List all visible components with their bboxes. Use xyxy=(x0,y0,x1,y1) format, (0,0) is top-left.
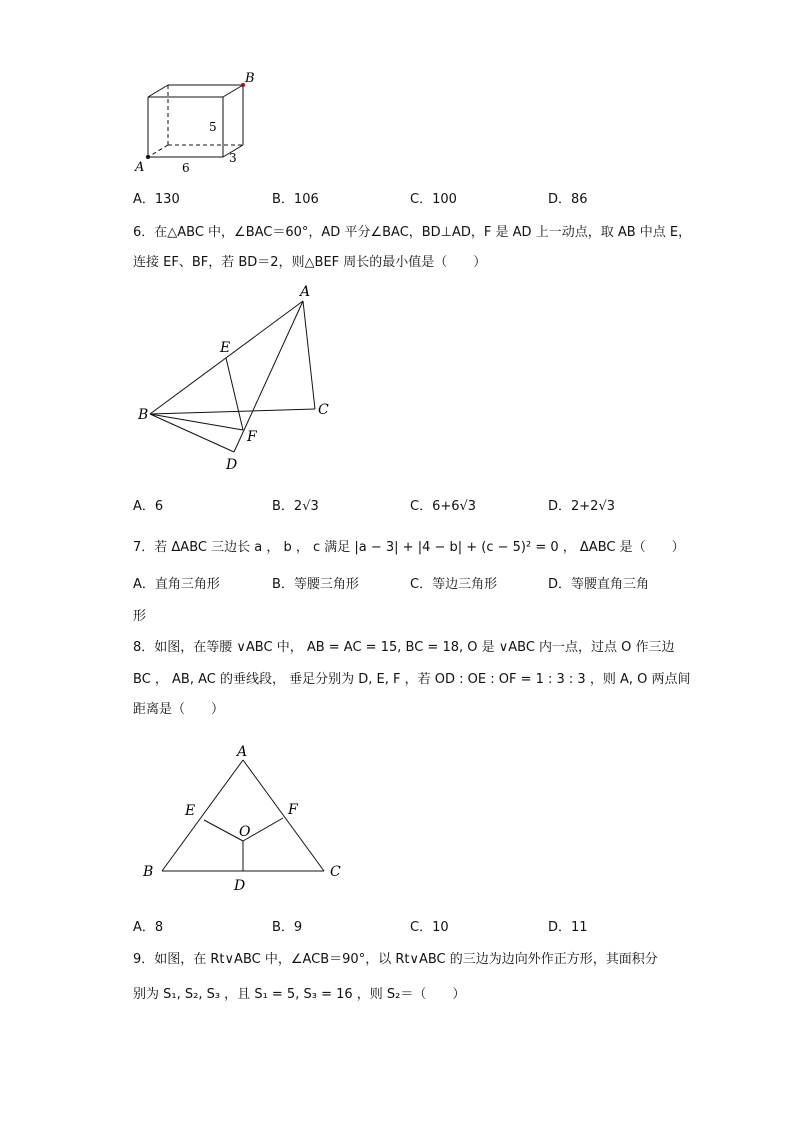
q6-option-b[interactable]: B．2√3 xyxy=(272,499,319,514)
dim-width: 3 xyxy=(229,151,237,165)
label-e: E xyxy=(185,803,196,819)
segment-bf xyxy=(150,414,243,430)
label-b: B xyxy=(138,407,149,423)
q5-option-b[interactable]: B．106 xyxy=(272,192,319,207)
label-b: B xyxy=(143,864,154,880)
q8-triangle-figure xyxy=(135,740,355,900)
q7-option-d[interactable]: D．等腰直角三角 xyxy=(548,577,650,592)
label-b: B xyxy=(245,71,255,86)
label-a: A xyxy=(135,160,145,175)
segment-oe xyxy=(204,820,243,841)
label-c: C xyxy=(330,864,341,880)
label-d: D xyxy=(226,457,238,473)
q8-stem-line1: 8．如图，在等腰 ∨ABC 中， AB = AC = 15, BC = 18, O 是 ∨ABC 内一点，过点 O 作三边 xyxy=(133,640,675,655)
q5-option-a[interactable]: A．130 xyxy=(133,192,180,207)
q6-stem-line1: 6．在△ABC 中，∠BAC＝60°，AD 平分∠BAC，BD⊥AD，F 是 AD 上一动点，取 AB 中点 E， xyxy=(133,225,692,240)
segment-ab xyxy=(162,760,243,871)
label-a: A xyxy=(237,744,248,760)
q7-option-d-wrap: 形 xyxy=(133,609,147,624)
label-f: F xyxy=(288,802,298,818)
label-e: E xyxy=(220,340,231,356)
q8-option-b[interactable]: B．9 xyxy=(272,920,303,935)
q7-option-b[interactable]: B．等腰三角形 xyxy=(272,577,359,592)
q7-option-c[interactable]: C．等边三角形 xyxy=(410,577,498,592)
q6-triangle-figure xyxy=(130,280,350,480)
segment-ab xyxy=(150,301,303,414)
edge xyxy=(223,85,243,97)
hidden-edge xyxy=(148,145,168,157)
q8-stem-line2: BC ， AB, AC 的垂线段， 垂足分别为 D, E, F ，若 OD : OE : OF = 1 : 3 : 3 ，则 A, O 两点间 xyxy=(133,672,691,687)
edge xyxy=(148,85,168,97)
segment-ad xyxy=(234,301,303,452)
dim-height: 5 xyxy=(209,120,217,134)
q8-option-a[interactable]: A．8 xyxy=(133,920,164,935)
cuboid-figure xyxy=(125,68,265,178)
q6-option-a[interactable]: A．6 xyxy=(133,499,164,514)
q9-stem-line1: 9．如图，在 Rt∨ABC 中，∠ACB＝90°，以 Rt∨ABC 的三边为边向外作正方形，其面积分 xyxy=(133,952,658,967)
q7-option-a[interactable]: A．直角三角形 xyxy=(133,577,220,592)
q6-option-c[interactable]: C．6+6√3 xyxy=(410,499,477,514)
segment-ef xyxy=(226,358,243,430)
label-a: A xyxy=(300,284,311,300)
point-a-dot xyxy=(146,155,150,159)
q6-stem-line2: 连接 EF、BF，若 BD＝2，则△BEF 周长的最小值是（ ） xyxy=(133,255,487,270)
q6-option-d[interactable]: D．2+2√3 xyxy=(548,499,616,514)
dim-length: 6 xyxy=(182,161,190,175)
q8-stem-line3: 距离是（ ） xyxy=(133,702,225,717)
segment-ac xyxy=(303,301,315,409)
label-f: F xyxy=(247,429,257,445)
q9-stem-line2: 别为 S₁, S₂, S₃ ，且 S₁ = 5, S₃ = 16 ，则 S₂＝（ ） xyxy=(133,987,466,1002)
label-c: C xyxy=(318,402,329,418)
label-o: O xyxy=(239,824,251,840)
q7-stem-line1: 7．若 ΔABC 三边长 a ， b ， c 满足 |a − 3| + |4 − b| + (c − 5)² = 0 ， ΔABC 是（ ） xyxy=(133,540,685,555)
segment-bc xyxy=(150,409,315,414)
q5-option-d[interactable]: D．86 xyxy=(548,192,588,207)
label-d: D xyxy=(234,878,246,894)
q5-option-c[interactable]: C．100 xyxy=(410,192,457,207)
segment-bd xyxy=(150,414,234,452)
q8-option-c[interactable]: C．10 xyxy=(410,920,449,935)
q8-option-d[interactable]: D．11 xyxy=(548,920,588,935)
segment-ac xyxy=(243,760,324,871)
